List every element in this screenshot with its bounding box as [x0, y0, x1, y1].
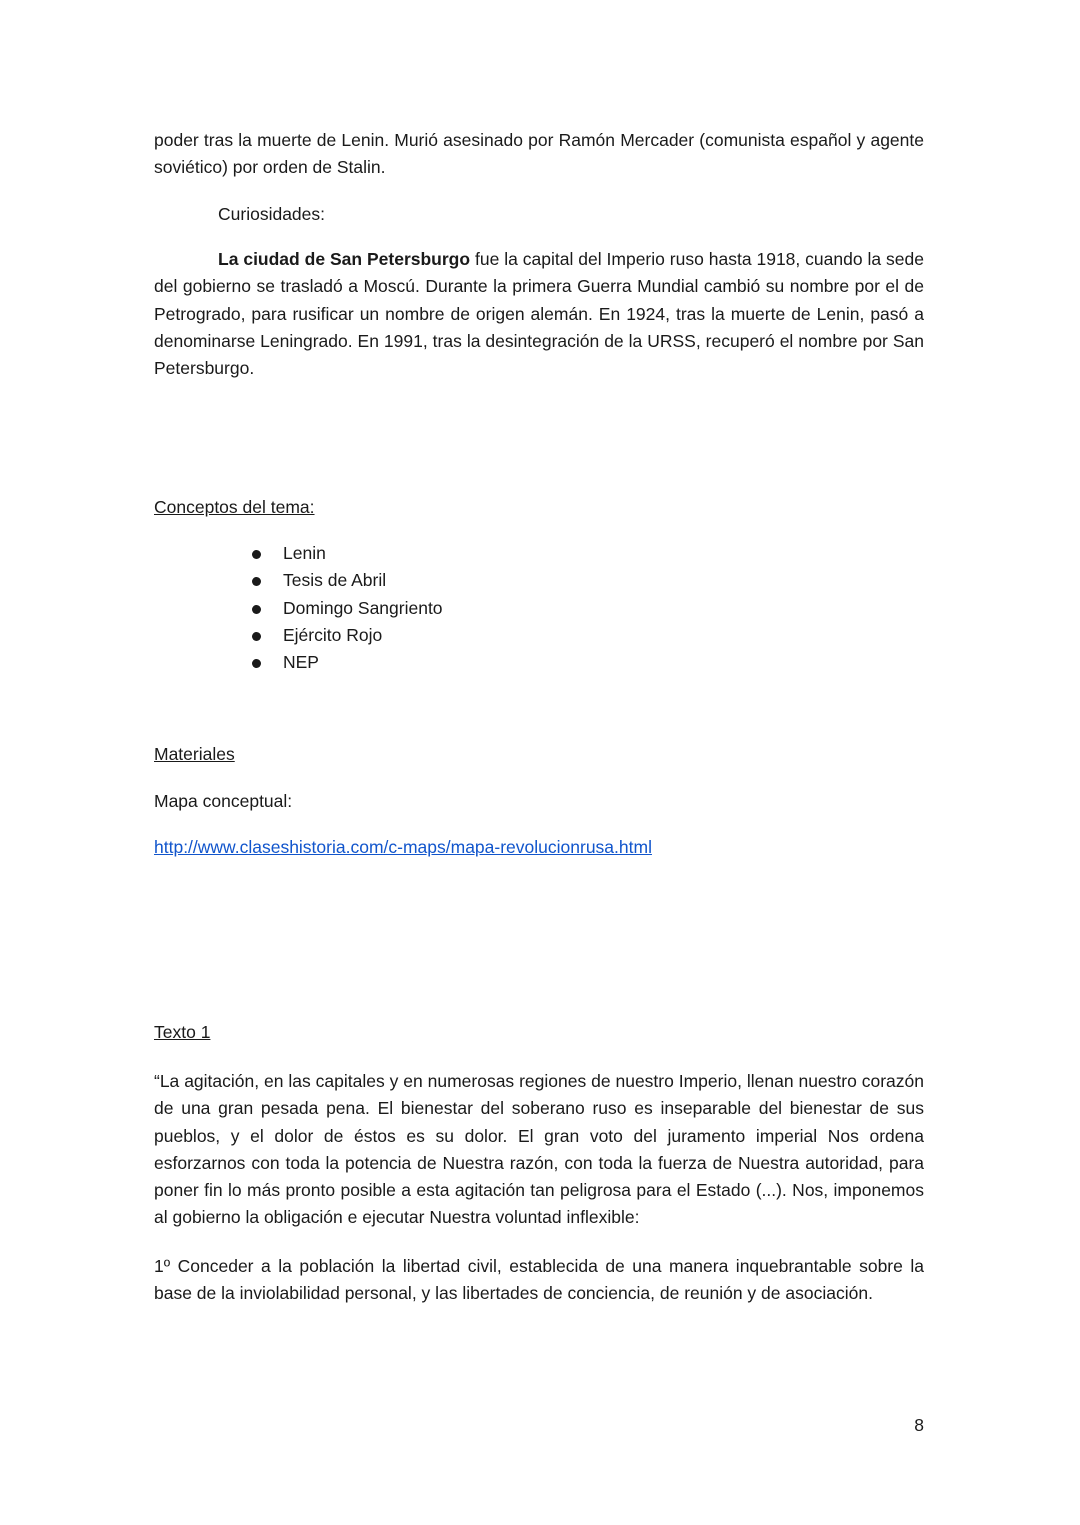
curiosidades-bold-lead: La ciudad de San Petersburgo	[218, 249, 471, 269]
bullet-icon	[252, 605, 261, 614]
page-number: 8	[914, 1415, 924, 1435]
list-item	[250, 595, 443, 622]
bullet-icon	[252, 577, 261, 586]
bullet-icon	[252, 632, 261, 641]
conceptos-heading: Conceptos del tema:	[154, 497, 315, 517]
texto1-heading: Texto 1	[154, 1022, 211, 1042]
list-item-label: Lenin	[283, 543, 326, 563]
list-item-label: NEP	[283, 652, 319, 673]
bullet-icon	[252, 659, 261, 668]
list-item	[250, 540, 443, 567]
list-item-label: Tesis de Abril	[283, 570, 387, 591]
curiosidades-paragraph	[154, 246, 924, 382]
materiales-heading: Materiales	[154, 744, 235, 764]
list-item	[250, 622, 443, 649]
intro-paragraph: poder tras la muerte de Lenin. Murió asesinado por Ramón Mercader (comunista español y agente soviético) por orden de Stalin.	[154, 130, 924, 178]
list-item	[250, 649, 443, 676]
list-item-label: Domingo Sangriento	[283, 597, 443, 618]
list-item	[250, 567, 443, 594]
curiosidades-text: fue la capital del Imperio ruso hasta 1918, cuando la sede del gobierno se trasladó a Moscú. Durante la primera Guerra Mundial cambió su nombre por el de Petrogrado, para rusificar un nombre de origen alemán. En 1924, tras la muerte de Lenin, pasó a denominarse Leningrado. En 1991, tras la desintegración de la URSS, recuperó el nombre por San Petersburgo.	[154, 249, 924, 379]
bullet-icon	[252, 550, 261, 559]
mapa-conceptual-label: Mapa conceptual:	[154, 791, 293, 811]
curiosidades-label: Curiosidades:	[218, 204, 325, 224]
texto1-paragraph-1: “La agitación, en las capitales y en numerosas regiones de nuestro Imperio, llenan nuestro corazón de una gran pesada pena. El bienestar del soberano ruso es inseparable del bienestar de sus pueblos, y el dolor de éstos es su dolor. El gran voto del juramento imperial Nos ordena esforzarnos con toda la potencia de Nuestra razón, con toda la fuerza de Nuestra autoridad, para poner fin lo más pronto posible a esta agitación tan peligrosa para el Estado (...). Nos, imponemos al gobierno la obligación e ejecutar Nuestra voluntad inflexible:	[154, 1071, 924, 1228]
conceptos-list	[250, 540, 443, 676]
texto1-paragraph-2: 1º Conceder a la población la libertad civil, establecida de una manera inquebrantable sobre la base de la inviolabilidad personal, y las libertades de conciencia, de reunión y de asociación.	[154, 1256, 924, 1304]
list-item-label: Ejército Rojo	[283, 624, 383, 645]
mapa-conceptual-link[interactable]: http://www.claseshistoria.com/c-maps/mapa-revolucionrusa.html	[154, 837, 652, 857]
